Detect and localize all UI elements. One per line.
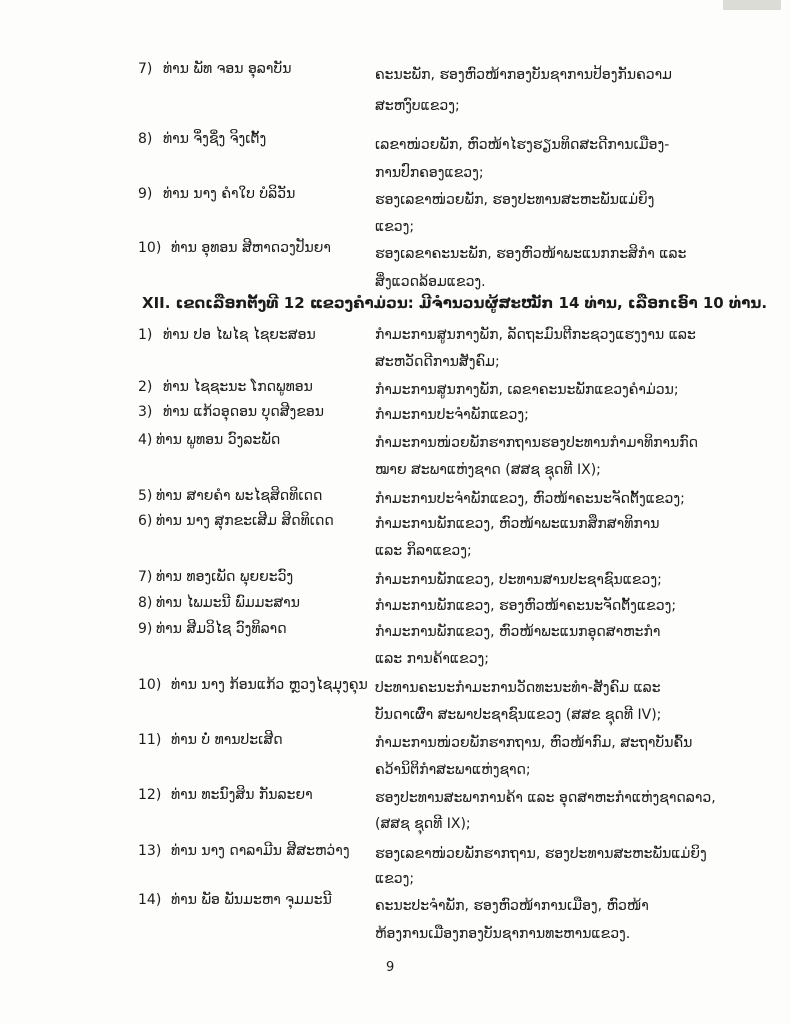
entry-number: 13): [138, 843, 162, 859]
entry-name: ທ່ານ ນາງ ກ້ອນແກ້ວ ຫຼວງໄຊມຸງຄຸນ: [171, 677, 368, 693]
entry-name: ທ່ານ ອຸທອນ ສີຫາດວງປັນຍາ: [171, 240, 331, 256]
entry-name: ທ່ານ ສີມວິໄຊ ວົງທິລາດ: [156, 621, 287, 637]
entry-number: 1): [138, 327, 153, 343]
entry-number: 14): [138, 892, 162, 908]
entry-role: ກຳມະການສູນກາງພັກ, ເລຂາຄະນະພັກແຂວງຄຳມ່ວນ;: [375, 382, 679, 398]
entry-role: ແຂວງ;: [375, 219, 415, 235]
section-heading: XII. ເຂດເລືອກຕັ້ງທີ 12 ແຂວງຄຳມ່ວນ: ມີຈຳນວນຜູ້ສະໝັກ 14 ທ່ານ, ເລືອກເອົາ 10 ທ່ານ.: [142, 294, 768, 312]
entry-role: ແລະ ການຄ້າແຂວງ;: [375, 651, 490, 667]
entry-number: 8): [138, 595, 153, 611]
entry-name: ທ່ານ ພັອ ພັນມະຫາ ຈຸມມະນີ: [171, 892, 332, 908]
entry-name: ທ່ານ ນາງ ດາລາມີນ ສີສະຫວ່າງ: [171, 843, 350, 859]
entry-name: ທ່ານ ສາຍຄຳ ພະໄຊສິດທິເດດ: [156, 488, 323, 504]
entry-role: ກຳມະການປະຈຳພັກແຂວງ;: [375, 407, 529, 423]
entry-role: ສະຫວັດດີການສັງຄົມ;: [375, 354, 500, 370]
entry-role: ກຳມະການໜ່ວຍພັກຮາກຖານ, ຫົວໜ້າກົມ, ສະຖາບັນຄົ້ນ: [375, 735, 693, 751]
page-number: 9: [386, 960, 395, 975]
entry-number: 11): [138, 732, 162, 748]
entry-role: ກຳມະການພັກແຂວງ, ຮອງຫົວໜ້າຄະນະຈັດຕັ້ງແຂວງ;: [375, 598, 677, 614]
entry-name: ທ່ານ ທອງເພັດ ພຸຍຍະວົງ: [156, 569, 294, 585]
entry-role: ຄະນະພັກ, ຮອງຫົວໜ້າກອງບັນຊາການປ້ອງກັນຄວາມ: [375, 67, 672, 83]
entry-name: ທ່ານ ປອ ໄພໄຊ ໄຊຍະສອນ: [163, 327, 316, 343]
entry-role: ກຳມະການໜ່ວຍພັກຮາກຖານຮອງປະທານກຳມາທິການກົດ: [375, 435, 699, 451]
entry-number: 8): [138, 131, 153, 147]
entry-name: ທ່ານ ທະນົງສິນ ກັນລະຍາ: [171, 787, 313, 803]
entry-number: 7): [138, 61, 153, 77]
entry-name: ທ່ານ ໄຊຊະນະ ໂກດພູທອນ: [163, 379, 313, 395]
entry-number: 10): [138, 677, 162, 693]
entry-name: ທ່ານ ແກ້ວອຸດອນ ບຸດສີງຂອນ: [163, 404, 324, 420]
entry-role: ສະຫງົບແຂວງ;: [375, 98, 460, 114]
entry-role: ກຳມະການພັກແຂວງ, ຫົວໜ້າພະແນກອຸດສາຫະກຳ: [375, 624, 661, 640]
entry-role: ການປົກຄອງແຂວງ;: [375, 165, 484, 181]
entry-number: 12): [138, 787, 162, 803]
entry-role: ຄວ້ານິຕິກຳສະພາແຫ່ງຊາດ;: [375, 762, 531, 778]
entry-role: ແລະ ກິລາແຂວງ;: [375, 543, 472, 559]
entry-number: 5): [138, 488, 153, 504]
entry-role: ຄະນະປະຈຳພັກ, ຮອງຫົວໜ້າການເມືອງ, ຫົວໜ້າ: [375, 898, 649, 914]
entry-number: 4): [138, 432, 153, 448]
entry-name: ທ່ານ ນາງ ຄຳໃບ ບໍລິວັນ: [163, 186, 296, 202]
entry-name: ທ່ານ ໄພມະນີ ພົມມະສານ: [156, 595, 300, 611]
entry-name: ທ່ານ ພັທ ຈອນ ອຸລາບັນ: [163, 61, 292, 77]
entry-role: ຮອງເລຂາໜ່ວຍພັກຮາກຖານ, ຮອງປະທານສະຫະພັນແມ່ຍິງ: [375, 846, 707, 862]
entry-role: ຮອງເລຂາຄະນະພັກ, ຮອງຫົວໜ້າພະແນກກະສິກຳ ແລະ: [375, 246, 687, 262]
entry-role: ກຳມະການພັກແຂວງ, ປະທານສານປະຊາຊົນແຂວງ;: [375, 572, 662, 588]
entry-role: ຮອງປະທານສະພາການຄ້າ ແລະ ອຸດສາຫະກຳແຫ່ງຊາດລາວ,: [375, 790, 716, 806]
entry-number: 6): [138, 513, 153, 529]
entry-role: ເລຂາໜ່ວຍພັກ, ຫົວໜ້າໄຮງຮຽນທິດສະດີການເມືອງ-: [375, 137, 670, 153]
entry-role: ແຂວງ;: [375, 871, 415, 887]
entry-role: ບັນດາເຜົ່າ ສະພາປະຊາຊົນແຂວງ (ສສຂ ຊຸດທີ IV);: [375, 707, 662, 723]
entry-number: 7): [138, 569, 153, 585]
entry-number: 2): [138, 379, 153, 395]
scan-mark: [723, 0, 781, 10]
entry-role: ສິ່ງແວດລ້ອມແຂວງ.: [375, 274, 486, 290]
entry-role: (ສສຊ ຊຸດທີ IX);: [375, 816, 471, 832]
entry-name: ທ່ານ ຈິ່ງຊິ່ງ ຈິງເຕັ້ງ: [163, 131, 267, 147]
entry-number: 10): [138, 240, 162, 256]
entry-role: ກຳມະການສູນກາງພັກ, ລັດຖະມົນຕີກະຊວງແຮງງານ ແລະ: [375, 327, 696, 343]
entry-role: ຮອງເລຂາໜ່ວຍພັກ, ຮອງປະທານສະຫະພັນແມ່ຍິງ: [375, 192, 655, 208]
entry-role: ຫ້ອງການເມືອງກອງບັນຊາການທະຫານແຂວງ.: [375, 926, 631, 942]
entry-name: ທ່ານ ນາງ ສຸກຂະເສີມ ສິດທິເດດ: [156, 513, 334, 529]
entry-role: ກຳມະການປະຈຳພັກແຂວງ, ຫົວໜ້າຄະນະຈັດຕັ້ງແຂວງ;: [375, 491, 685, 507]
entry-role: ປະທານຄະນະກຳມະການວັດທະນະທຳ-ສັງຄົມ ແລະ: [375, 680, 661, 696]
entry-number: 9): [138, 186, 153, 202]
entry-role: ກຳມະການພັກແຂວງ, ຫົວໜ້າພະແນກສຶກສາທິການ: [375, 516, 660, 532]
entry-name: ທ່ານ ບໍ່ ທານປະເສີດ: [171, 732, 283, 748]
entry-number: 9): [138, 621, 153, 637]
entry-name: ທ່ານ ພູທອນ ວົງລະພັດ: [156, 432, 281, 448]
entry-number: 3): [138, 404, 153, 420]
entry-role: ໝາຍ ສະພາແຫ່ງຊາດ (ສສຊ ຊຸດທີ IX);: [375, 462, 601, 478]
